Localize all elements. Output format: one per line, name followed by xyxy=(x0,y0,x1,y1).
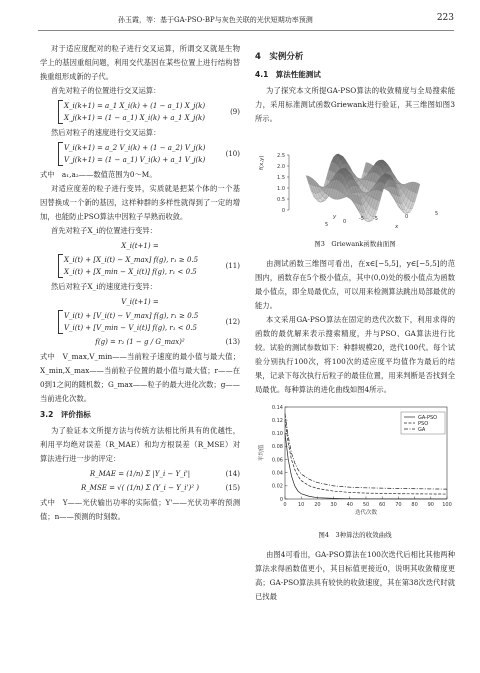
paragraph: 对于适应度配对的粒子进行交叉运算，所谓交叉就是生物学上的基因重组问题，利用交代基因在某些位置上进行结构替换重组形成新的子代。 xyxy=(40,44,240,81)
equation-10 xyxy=(40,142,240,166)
equation-number: (11) xyxy=(225,262,240,270)
x-tick-label: 100 xyxy=(442,502,452,508)
equation-line: V_j(k+1) = (1 − a_1) V_i(k) + a_1 V_j(k) xyxy=(64,156,206,164)
x-tick-label: 0 xyxy=(283,502,287,508)
x-tick-label: 0 xyxy=(343,219,347,225)
z-tick-label: 1.5 xyxy=(277,175,285,181)
y-tick-label: 0.12 xyxy=(271,417,283,424)
paragraph: 为了探究本文所提GA-PSO算法的收敛精度与全局搜索能力，采用标准测试函数Griewank进行验证，其三维图如图3所示。 xyxy=(255,86,455,123)
subsection-heading: 4.1 算法性能测试 xyxy=(255,70,321,79)
x-tick-label: 80 xyxy=(411,502,418,508)
legend-label: GA-PSO xyxy=(418,414,438,421)
x-tick-label: 10 xyxy=(298,502,305,508)
paragraph: 对适应度差的粒子进行变异，实质就是把某个体的一个基因替换成一个新的基因，这样种群的多样性就得到了一定的增加，也能防止PSO算法中因粒子早熟而收敛。 xyxy=(40,184,240,221)
y-axis-label: 平均值 xyxy=(259,444,265,462)
figure-caption: 图4 3种算法的收敛曲线 xyxy=(318,531,392,539)
y-tick-label: 0.08 xyxy=(271,444,283,451)
y-tick-label: 0 xyxy=(405,214,409,220)
legend-label: GA xyxy=(418,426,426,433)
y-tick-label: 0.04 xyxy=(271,470,283,477)
section-heading: 4 实例分析 xyxy=(255,52,304,62)
page-number: 223 xyxy=(436,13,454,23)
x-axis-label: 迭代次数 xyxy=(354,510,378,516)
equation-9 xyxy=(40,100,240,124)
z-tick-label: 2.5 xyxy=(277,153,285,159)
y-tick-label: 0.14 xyxy=(271,404,283,411)
y-tick-label: 0.10 xyxy=(271,431,283,438)
x-tick-label: 60 xyxy=(379,502,386,508)
equation-line: V_i(t) + [V_min − V_i(t)] f(g), r₁ < 0.5 xyxy=(64,324,197,332)
legend-label: PSO xyxy=(418,420,429,427)
paragraph: 然后对粒子X_i的速度进行变异： xyxy=(50,282,157,291)
section-heading: 3.2 评价指标 xyxy=(40,410,91,419)
paragraph: 然后对粒子的速度进行交叉运算： xyxy=(50,128,161,137)
paragraph: 本文采用GA-PSO算法在固定的迭代次数下，利用求得的函数的最优解来表示搜索精度，并与PSO、GA算法进行比较。试验的测试参数如下：种群规模20，迭代100代。每个试验分别执行100次，将100次的适应度平均值作为最后的结果，记录下每次执行后粒子的最佳位置，用来判断是否找到全局最优。每种算法的进化曲线如图4所示。 xyxy=(255,315,455,394)
griewank-surface-plot xyxy=(255,130,455,230)
right-column xyxy=(255,42,455,604)
page-header xyxy=(38,12,454,31)
paragraph: 由测试函数三维图可看出，在x∈[−5,5]，y∈[−5,5]的范围内，函数存在5个极小值点，其中(0,0)处的极小值点为函数最小值点，即全局最优点，可以用来检测算法跳出局部最优的能力。 xyxy=(255,259,455,310)
equation-number: (13) xyxy=(225,338,240,346)
x-tick-label: 30 xyxy=(330,502,337,508)
equation-line: X_i(t) + [X_i(t) − X_max] f(g), r₁ ≥ 0.5 xyxy=(64,256,199,264)
y-tick-label: 0.06 xyxy=(271,457,283,464)
paragraph: 由图4可看出，GA-PSO算法在100次迭代后相比其他两种算法求得函数值更小，其目标值更接近0，说明其收敛精度更高；GA-PSO算法具有较快的收敛速度，其在第38次迭代时就已找最 xyxy=(255,550,455,601)
equation-line: X_i(t) + [X_min − X_i(t)] f(g), r₁ < 0.5 xyxy=(64,268,197,276)
equation-13 xyxy=(40,336,240,348)
z-tick-label: 1.0 xyxy=(277,186,285,192)
paragraph: 式中 V_max,V_min——当前粒子速度的最小值与最大值；X_min,X_max——当前粒子位置的最小值与最大值；r——在0到1之间的随机数；G_max——粒子的最大进化次数；g——当前进化次数。 xyxy=(40,352,240,403)
equation-line: V_i(k+1) = a_2 V_i(k) + (1 − a_2) V_j(k) xyxy=(64,144,206,152)
equation-line: X_j(k+1) = (1 − a_1) X_i(k) + a_1 X_j(k) xyxy=(64,114,206,122)
figure-caption: 图3 Griewank函数曲面图 xyxy=(314,240,396,248)
x-tick-label: 50 xyxy=(362,502,370,508)
convergence-chart xyxy=(255,401,455,521)
equation-15 xyxy=(40,482,240,494)
equation-number: (10) xyxy=(225,150,240,158)
z-tick-label: 2.0 xyxy=(277,164,285,170)
y-tick-label: 0 xyxy=(279,496,283,503)
figure-4 xyxy=(255,401,455,542)
equation-number: (15) xyxy=(225,484,240,492)
paragraph: 为了验证本文所提方法与传统方法相比所具有的优越性，利用平均绝对误差（R_MAE）和均方根误差（R_MSE）对算法进行进一步的评定： xyxy=(40,426,240,463)
x-tick-label: 70 xyxy=(395,502,402,508)
paragraph: 式中 Y——光伏输出功率的实际值；Y'——光伏功率的预测值；n——预测的时刻数。 xyxy=(40,498,240,521)
equation-12 xyxy=(40,310,240,334)
equation-number: (9) xyxy=(230,108,240,116)
y-axis-label: x xyxy=(395,224,399,230)
z-axis-label: f(x,y) xyxy=(259,155,265,170)
x-tick-label: 20 xyxy=(314,502,321,508)
x-tick-label: 5 xyxy=(325,222,329,228)
y-tick-label: -5 xyxy=(373,216,378,222)
z-tick-label: 0.5 xyxy=(277,197,285,203)
equation-14 xyxy=(40,468,240,480)
equation-12-head: V_i(t+1) = xyxy=(121,298,159,306)
y-tick-label: 0.02 xyxy=(271,483,283,490)
figure-3 xyxy=(255,130,455,251)
equation-number: (14) xyxy=(225,470,240,478)
x-tick-label: 40 xyxy=(346,502,353,508)
x-tick-label: -5 xyxy=(359,216,364,222)
z-tick-label: 0 xyxy=(281,208,285,214)
y-tick-label: 5 xyxy=(435,211,439,217)
equation-line: R_MSE = √( (1/n) Σ (Y_i − Y_i')² ) xyxy=(81,484,199,492)
equation-number: (12) xyxy=(225,318,240,326)
equation-11-head: X_i(t+1) = xyxy=(121,242,159,250)
equation-line: X_i(k+1) = a_1 X_i(k) + (1 − a_1) X_j(k) xyxy=(64,102,206,110)
running-title: 孙玉霞，等：基于GA-PSO-BP与灰色关联的光伏短期功率预测 xyxy=(118,16,313,24)
equation-line: f(g) = r₂ (1 − g / G_max)² xyxy=(95,338,185,346)
x-axis-label: y xyxy=(333,214,337,220)
left-column xyxy=(40,42,240,524)
paragraph: 首先对粒子的位置进行交叉运算： xyxy=(50,86,161,95)
x-tick-label: 90 xyxy=(427,502,434,508)
equation-11 xyxy=(40,254,240,278)
surface-mesh xyxy=(306,154,420,222)
paragraph: 首先对粒子X_i的位置进行变异： xyxy=(50,226,157,235)
paragraph: 式中 a₁,a₂——数值范围为0～M。 xyxy=(40,170,157,179)
equation-line: V_i(t) + [V_i(t) − V_max] f(g), r₁ ≥ 0.5 xyxy=(64,312,199,320)
equation-line: R_MAE = (1/n) Σ |Y_i − Y_i'| xyxy=(89,470,191,478)
